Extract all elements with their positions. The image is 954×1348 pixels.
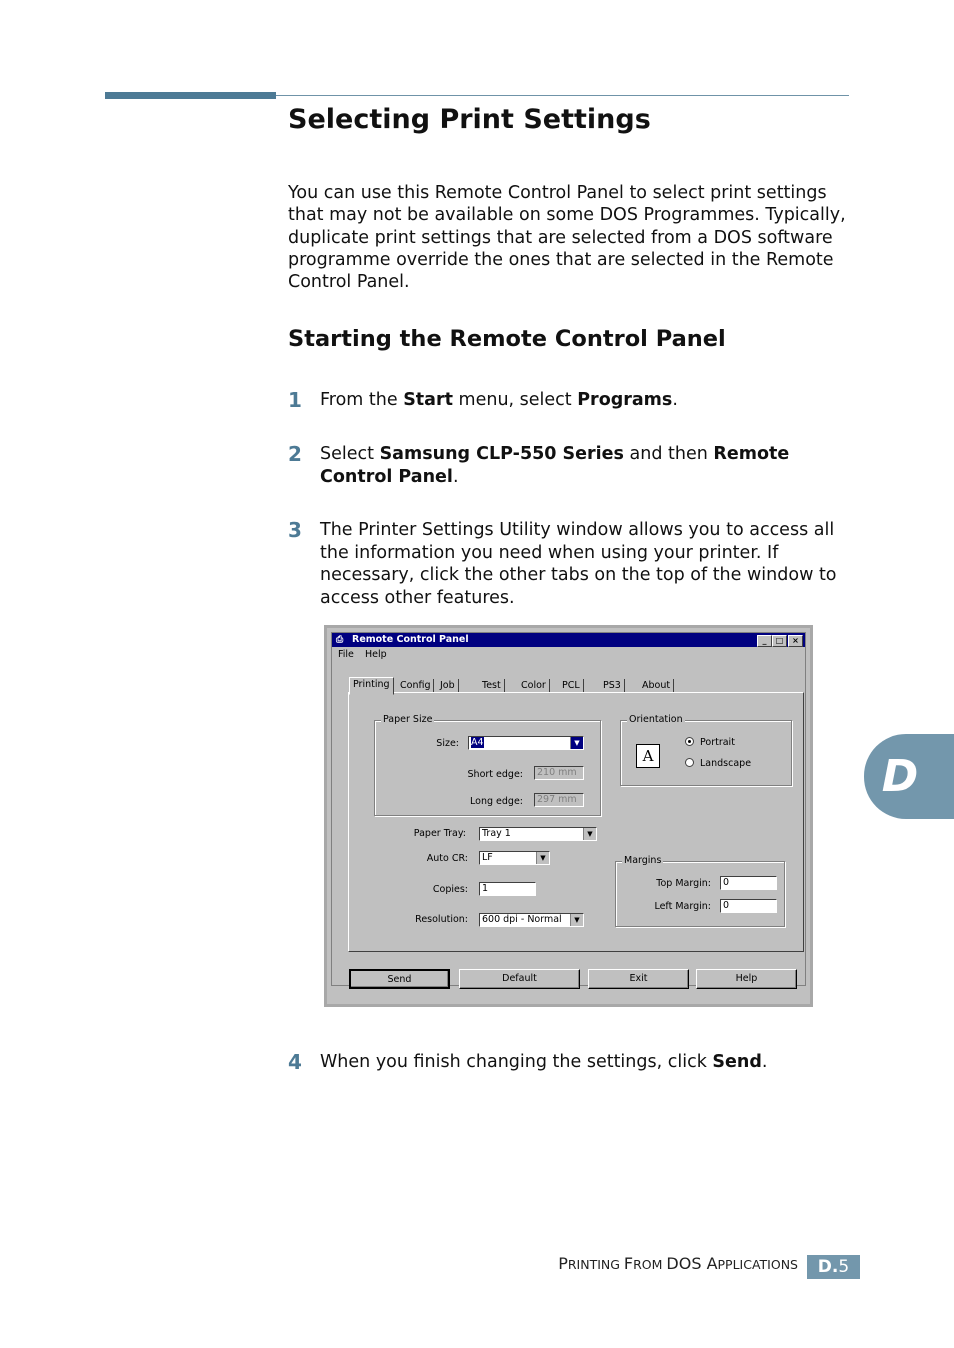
chapter-tab: D xyxy=(864,734,954,819)
landscape-label[interactable]: Landscape xyxy=(700,758,752,769)
step-line: necessary, click the other tabs on the top of the window to xyxy=(320,565,837,586)
dialog-titlebar xyxy=(332,633,805,647)
default-button[interactable]: Default xyxy=(459,969,580,989)
long-edge-label: Long edge: xyxy=(470,796,523,807)
step-line: The Printer Settings Utility window allows you to access all xyxy=(320,520,835,540)
orientation-label: Orientation xyxy=(629,714,683,725)
intro-line: Control Panel. xyxy=(288,272,410,293)
page-prefix: D. xyxy=(817,1257,839,1277)
close-button[interactable]: × xyxy=(788,635,803,647)
dropdown-arrow-icon[interactable]: ▼ xyxy=(536,852,549,864)
portrait-page-icon: A xyxy=(636,744,660,768)
step-text xyxy=(320,389,855,412)
dropdown-arrow-icon[interactable]: ▼ xyxy=(583,828,596,840)
tab-ps3[interactable]: PS3 xyxy=(600,679,625,693)
tab-printing[interactable]: Printing xyxy=(349,677,394,695)
dropdown-arrow-icon[interactable]: ▼ xyxy=(570,914,583,926)
tab-about[interactable]: About xyxy=(639,679,674,693)
header-rule-thick xyxy=(105,92,276,99)
step-fragment: When you finish changing the settings, click xyxy=(320,1052,713,1072)
resolution-select[interactable] xyxy=(479,913,584,927)
footer-text: P xyxy=(558,1254,568,1273)
paper-tray-value: Tray 1 xyxy=(482,828,511,839)
step-bold: Samsung CLP-550 Series xyxy=(379,444,624,464)
tab-pcl[interactable]: PCL xyxy=(559,679,584,693)
paper-size-group xyxy=(374,714,601,816)
intro-line: You can use this Remote Control Panel to select print settings xyxy=(288,183,827,203)
margins-group xyxy=(615,855,785,927)
printing-tab-panel xyxy=(348,692,804,952)
step-line: the information you need when using your printer. If xyxy=(320,542,779,563)
footer-text: ROM xyxy=(633,1257,667,1272)
resolution-label: Resolution: xyxy=(415,914,468,925)
size-select[interactable] xyxy=(468,736,584,750)
step-line: access other features. xyxy=(320,588,515,609)
dialog-title: Remote Control Panel xyxy=(352,634,469,645)
section-heading: Starting the Remote Control Panel xyxy=(288,326,726,352)
printer-icon: ⎙ xyxy=(336,635,344,645)
step-text xyxy=(320,443,855,488)
intro-line: duplicate print settings that are selected from a DOS software xyxy=(288,227,833,248)
top-margin-input[interactable]: 0 xyxy=(720,876,777,890)
header-rule-thin xyxy=(276,95,849,96)
tab-job[interactable]: Job xyxy=(437,679,459,693)
copies-input[interactable]: 1 xyxy=(479,882,536,896)
resolution-value: 600 dpi - Normal xyxy=(482,914,562,925)
step-text xyxy=(320,519,855,610)
copies-label: Copies: xyxy=(432,884,468,895)
short-edge-label: Short edge: xyxy=(467,769,523,780)
left-margin-input[interactable]: 0 xyxy=(720,899,777,913)
auto-cr-select[interactable] xyxy=(479,851,550,865)
step-bold: Remote xyxy=(713,444,790,464)
step-text xyxy=(320,1051,855,1074)
portrait-label[interactable]: Portrait xyxy=(700,737,735,748)
page-num: 5 xyxy=(838,1257,850,1277)
footer-text: RINTING xyxy=(567,1257,624,1272)
short-edge-field: 210 mm xyxy=(534,766,584,780)
size-label: Size: xyxy=(436,738,459,749)
intro-line: programme override the ones that are selected in the Remote xyxy=(288,249,834,270)
paper-tray-label: Paper Tray: xyxy=(413,828,466,839)
step-fragment: . xyxy=(761,1052,768,1072)
menu-file[interactable]: File xyxy=(338,649,354,660)
dialog-window xyxy=(331,632,806,986)
step-bold: Start xyxy=(403,390,453,410)
paper-tray-select[interactable] xyxy=(479,827,597,841)
maximize-button[interactable]: □ xyxy=(772,635,787,647)
remote-control-panel-dialog xyxy=(324,625,813,1007)
send-button[interactable]: Send xyxy=(349,969,450,989)
footer-text: F xyxy=(623,1254,634,1273)
auto-cr-label: Auto CR: xyxy=(426,853,468,864)
step-number: 1 xyxy=(288,388,302,412)
step-fragment: Select xyxy=(320,444,380,464)
tab-color[interactable]: Color xyxy=(518,679,550,693)
tab-test[interactable]: Test xyxy=(479,679,505,693)
orientation-group xyxy=(620,714,792,786)
intro-paragraph xyxy=(288,182,858,293)
exit-button[interactable]: Exit xyxy=(588,969,689,989)
long-edge-field: 297 mm xyxy=(534,793,584,807)
tab-config[interactable]: Config xyxy=(397,679,434,693)
footer-section-title xyxy=(420,1254,798,1273)
step-fragment: . xyxy=(672,390,678,410)
left-margin-label: Left Margin: xyxy=(654,901,711,912)
footer-text: PPLICATIONS xyxy=(717,1257,798,1272)
auto-cr-value: LF xyxy=(482,852,493,863)
step-number: 2 xyxy=(288,442,302,466)
step-bold: Programs xyxy=(577,390,673,410)
page-title: Selecting Print Settings xyxy=(288,104,651,135)
dropdown-arrow-icon[interactable]: ▼ xyxy=(570,737,583,749)
page-number xyxy=(807,1255,860,1279)
step-bold: Control Panel xyxy=(320,466,453,487)
step-fragment: From the xyxy=(320,390,404,410)
step-fragment: and then xyxy=(623,444,714,464)
step-number: 4 xyxy=(288,1050,302,1074)
step-number: 3 xyxy=(288,518,302,542)
intro-line: that may not be available on some DOS Programmes. Typically, xyxy=(288,205,846,226)
minimize-button[interactable]: _ xyxy=(757,635,772,647)
size-value: A4 xyxy=(471,737,484,748)
top-margin-label: Top Margin: xyxy=(656,878,711,889)
portrait-radio[interactable] xyxy=(685,737,694,746)
paper-size-label: Paper Size xyxy=(383,714,433,725)
footer-text: DOS A xyxy=(666,1254,718,1273)
menu-help[interactable]: Help xyxy=(365,649,387,660)
step-bold: Send xyxy=(712,1052,762,1072)
step-fragment: menu, select xyxy=(452,390,578,410)
help-button[interactable]: Help xyxy=(696,969,797,989)
margins-label: Margins xyxy=(624,855,662,866)
step-fragment: . xyxy=(452,466,459,487)
landscape-radio[interactable] xyxy=(685,758,694,767)
